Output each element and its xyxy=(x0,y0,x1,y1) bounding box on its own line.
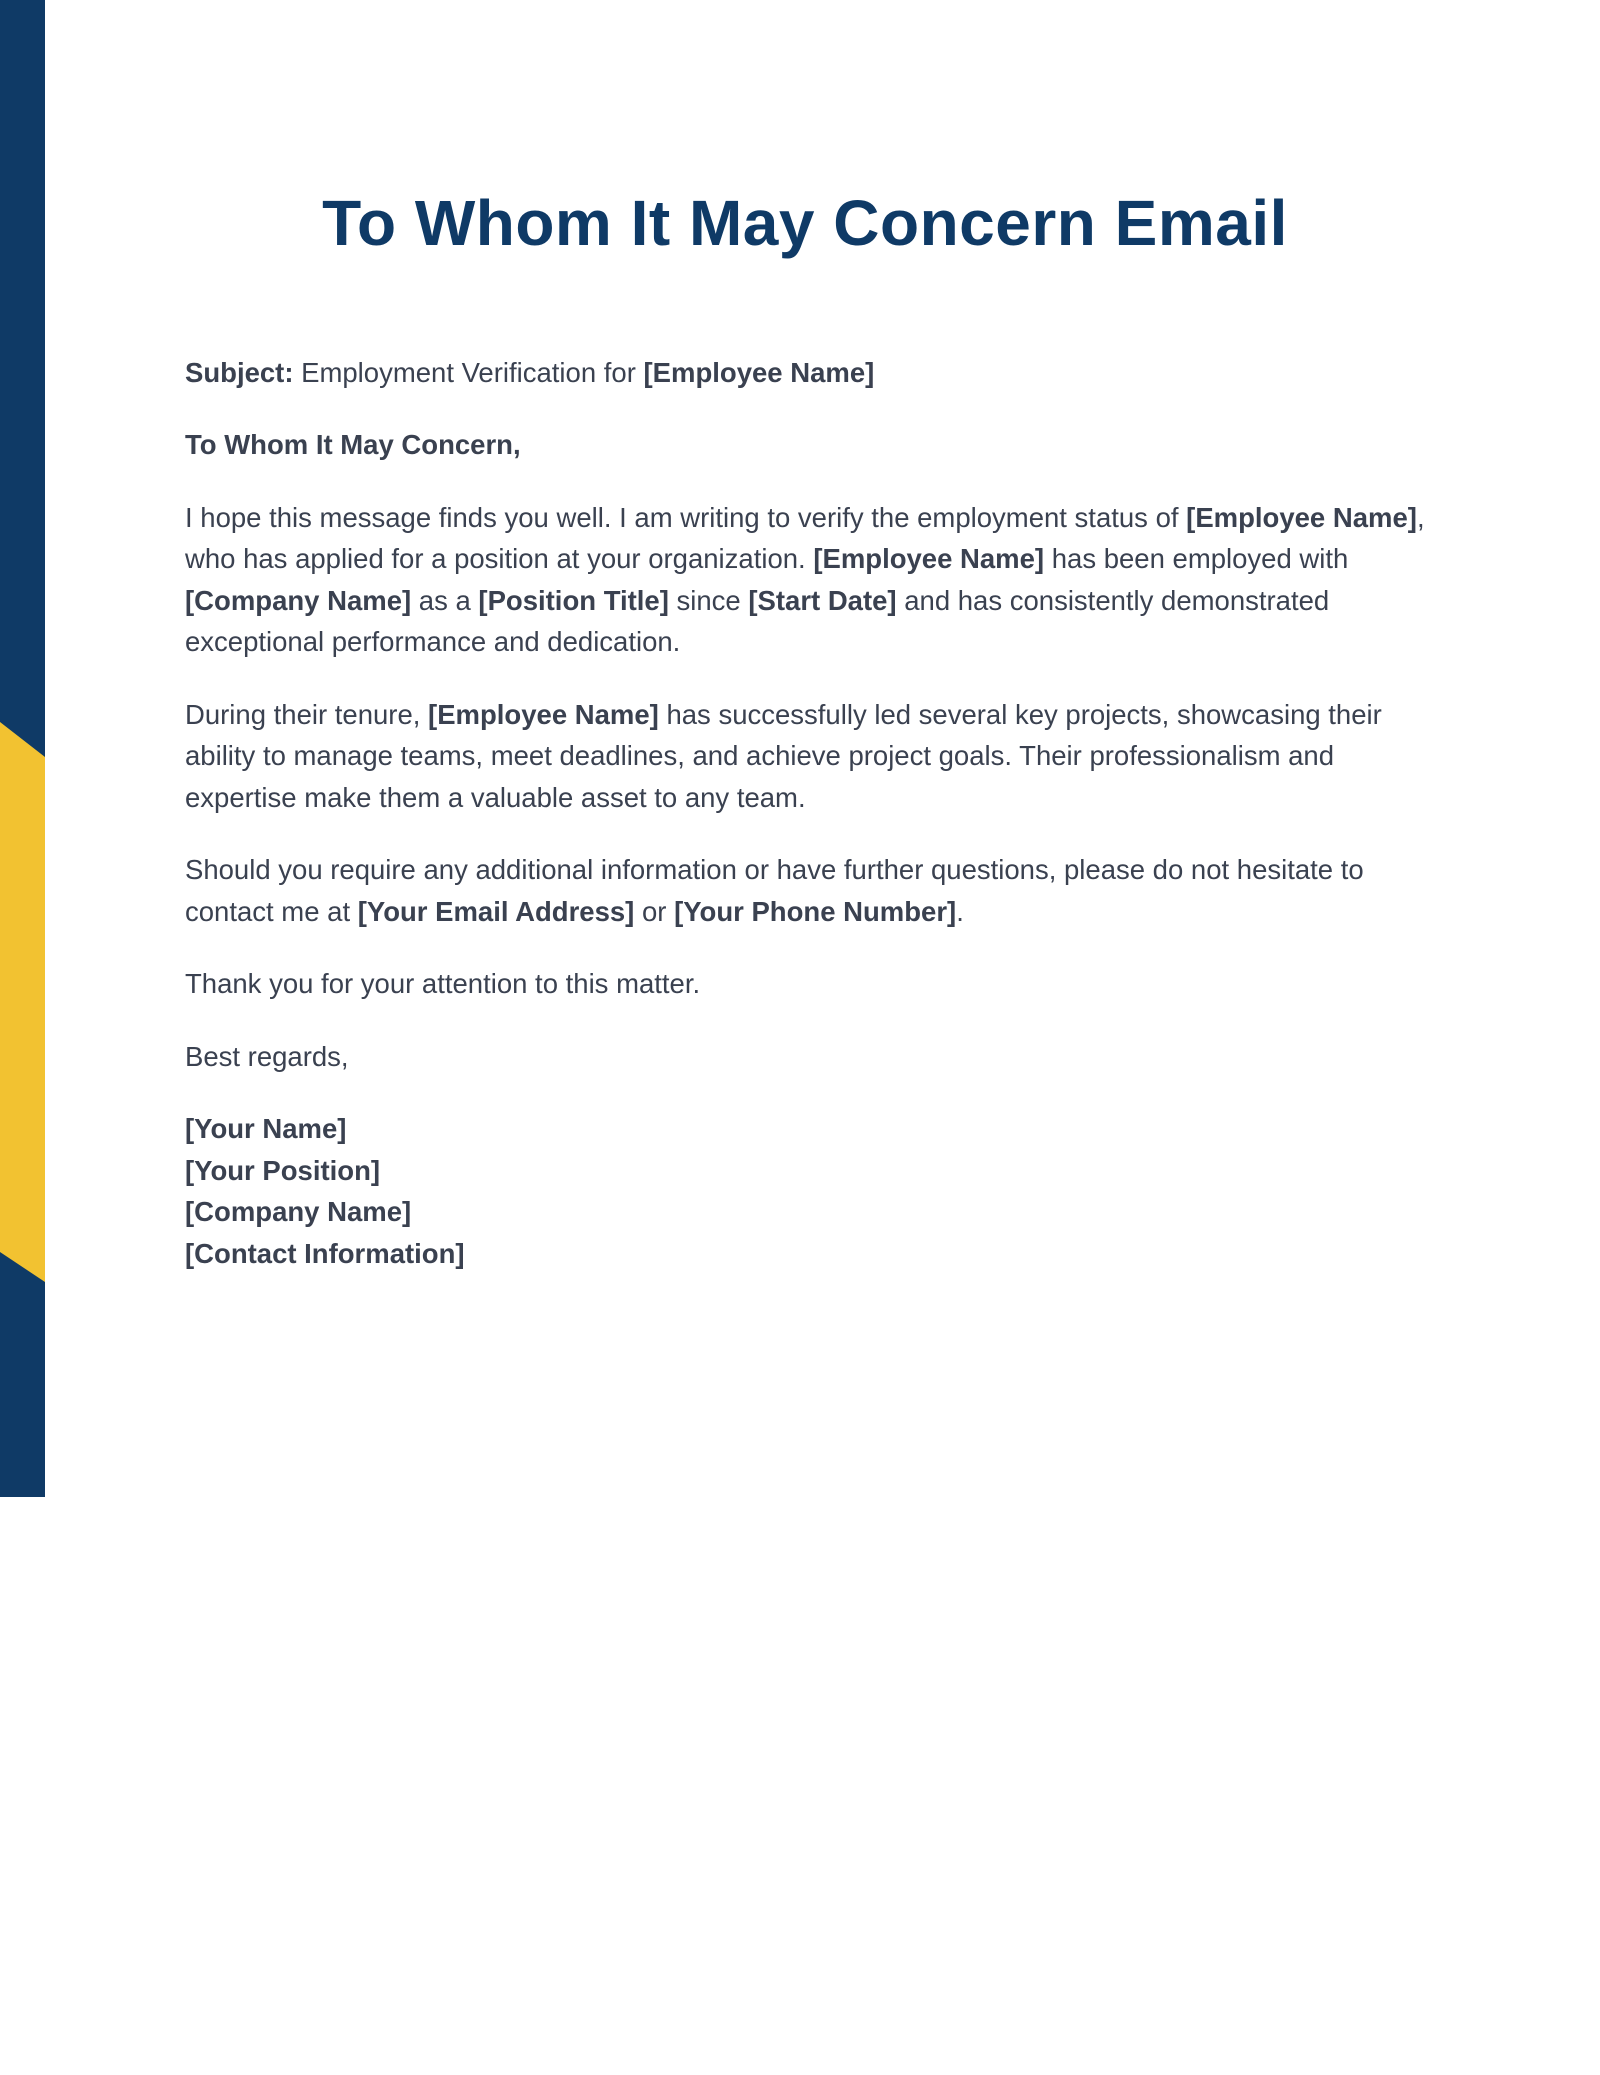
salutation-text: To Whom It May Concern, xyxy=(185,429,521,461)
closing: Best regards, xyxy=(185,1040,349,1072)
subject-text: Employment Verification for xyxy=(301,356,636,388)
p3-text-2: or xyxy=(641,895,667,927)
p1-text-3: has been employed with xyxy=(1051,543,1349,575)
p1-start-date: [Start Date] xyxy=(748,584,897,616)
paragraph-tenure xyxy=(185,694,1425,819)
p3-text-3: . xyxy=(956,895,964,927)
letter-body xyxy=(185,185,1425,1274)
p2-text-1: During their tenure, xyxy=(185,698,421,730)
p1-text-4: as a xyxy=(418,584,471,616)
paragraph-thanks: Thank you for your attention to this matter. xyxy=(185,968,701,1000)
paragraph-contact xyxy=(185,849,1425,932)
p3-email: [Your Email Address] xyxy=(357,895,635,927)
signature-company: [Company Name] xyxy=(185,1196,412,1228)
subject-line xyxy=(185,352,1425,394)
p2-text-2: has successfully led several key projects, showcasing their ability to manage teams, meet deadlines, and achieve project goals. Their professionalism and expertise make them a valuable asset to any team. xyxy=(185,698,1382,813)
signature-name: [Your Name] xyxy=(185,1113,347,1145)
p1-text-1: I hope this message finds you well. I am writing to verify the employment status of xyxy=(185,501,1179,533)
signature-block xyxy=(185,1108,1425,1274)
p2-employee-name: [Employee Name] xyxy=(428,698,659,730)
yellow-band-accent xyxy=(0,722,45,1282)
p1-employee-name-2: [Employee Name] xyxy=(813,543,1045,575)
p1-text-6: and has consistently demonstrated exceptional performance and dedication. xyxy=(185,584,1330,658)
side-band-graphic xyxy=(0,0,45,1497)
subject-employee-name: [Employee Name] xyxy=(643,356,875,388)
p1-text-2: , who has applied for a position at your organization. xyxy=(185,501,1425,575)
p1-position-title: [Position Title] xyxy=(478,584,669,616)
subject-label: Subject: xyxy=(185,356,294,388)
p3-text-1: Should you require any additional information or have further questions, please do not hesitate to contact me at xyxy=(185,854,1364,927)
side-decoration-band xyxy=(0,0,45,1497)
p3-phone: [Your Phone Number] xyxy=(674,895,957,927)
salutation xyxy=(185,424,1425,466)
page-title: To Whom It May Concern Email xyxy=(322,187,1288,259)
paragraph-verification xyxy=(185,497,1425,663)
p1-text-5: since xyxy=(676,584,741,616)
signature-contact: [Contact Information] xyxy=(185,1237,465,1269)
signature-position: [Your Position] xyxy=(185,1154,381,1186)
p1-employee-name: [Employee Name] xyxy=(1186,501,1417,533)
p1-company-name: [Company Name] xyxy=(185,584,412,616)
